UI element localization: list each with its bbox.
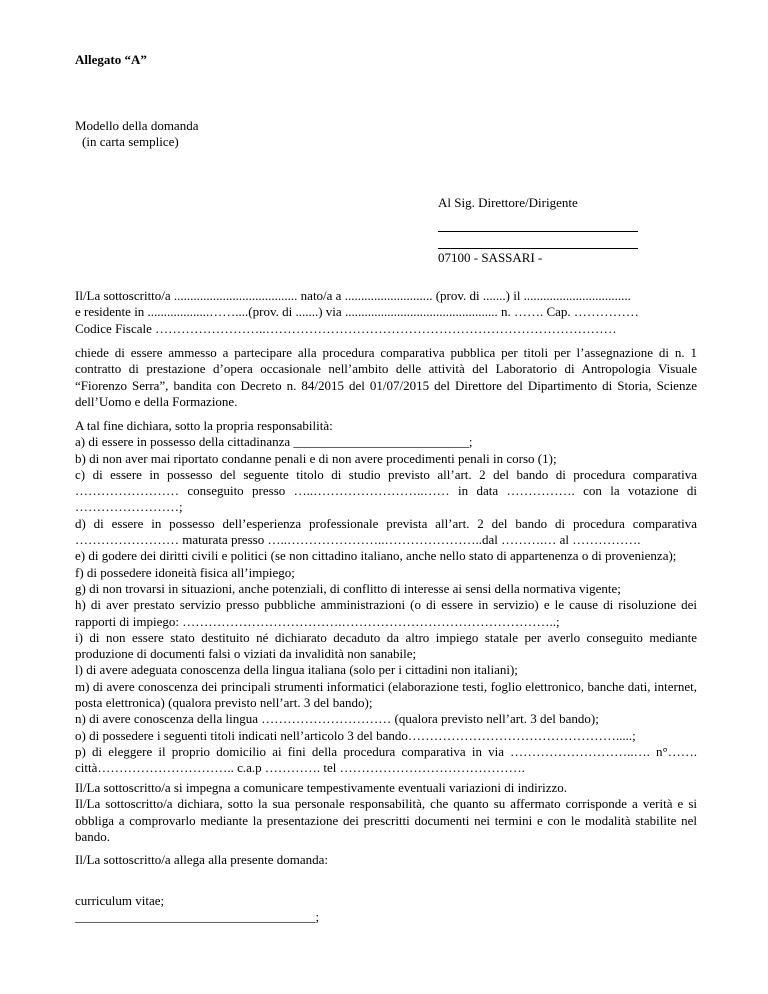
applicant-line: Codice Fiscale ……………………..……………………………………………………………………… (75, 320, 617, 336)
commitment-paragraph: Il/La sottoscritto/a si impegna a comunicare tempestivamente eventuali variazioni di indirizzo. (75, 780, 568, 795)
declaration-item: h) di aver prestato servizio presso pubbliche amministrazioni (o di essere in servizio) e le cause di risoluzione dei rapporti di impiego: ……………………………….…………………………………………..; (75, 597, 697, 629)
addressee-to: Al Sig. Direttore/Dirigente (438, 195, 578, 210)
declaration-item: a) di essere in possesso della cittadinanza ___________________________; (75, 434, 473, 450)
declaration-item: g) di non trovarsi in situazioni, anche potenziali, di conflitto di interesse ai sensi della normativa vigente; (75, 580, 621, 596)
commitments-block (75, 780, 697, 845)
declaration-item: l) di avere adeguata conoscenza della lingua italiana (solo per i cittadini non italiani); (75, 662, 518, 678)
model-subtitle: (in carta semplice) (82, 134, 179, 149)
declaration-item: i) di non essere stato destituito né dichiarato decaduto da altro impiego statale per averlo conseguito mediante produzione di documenti falsi o viziati da invalidità non sanabile; (75, 629, 697, 662)
declaration-item: d) di essere in possesso dell’esperienza professionale prevista all’art. 2 del bando di procedura comparativa …………………… maturata presso …..…………………..…………………..dal ……….… al ……………. (75, 515, 697, 548)
declaration-item: b) di non aver mai riportato condanne penali e di non avere procedimenti penali in corso (1); (75, 450, 557, 466)
declarations-intro: A tal fine dichiara, sotto la propria responsabilità: (75, 418, 333, 433)
declaration-item: p) di eleggere il proprio domicilio ai fini della procedura comparativa in via ………………………..…. n°……. città………………………….. c.a.p …………. tel ……………………………………. (75, 743, 697, 776)
attachment-item: curriculum vitae; (75, 893, 165, 908)
addressee-blank-line-1 (438, 217, 638, 232)
commitment-paragraph: Il/La sottoscritto/a dichiara, sotto la sua personale responsabilità, che quanto su affermato corrisponde a verità e si obbliga a comprovarlo mediante la presentazione dei prescritti documenti nei termini e con le modalità stabilite nel bando. (75, 796, 697, 844)
addressee-block (438, 195, 638, 267)
applicant-line: Il/La sottoscritto/a ...................................... nato/a a ........................... (prov. di .......) il ................................. (75, 288, 631, 303)
declaration-item: n) di avere conoscenza della lingua ………………………… (qualora previsto nell’art. 3 del bando); (75, 711, 599, 727)
model-title: Modello della domanda (75, 118, 199, 133)
declaration-item: f) di possedere idoneità fisica all’impiego; (75, 564, 295, 580)
declarations-block (75, 418, 697, 777)
request-paragraph: chiede di essere ammesso a partecipare alla procedura comparativa pubblica per titoli per l’assegnazione di n. 1 contratto di prestazione d’opera occasionale nell’ambito delle attività del Laboratorio di Antropologia Visuale “Fiorenzo Serra”, bandita con Decreto n. 84/2015 del 01/07/2015 del Direttore del Dipartimento di Storia, Scienze dell’Uomo e della Formazione. (75, 345, 697, 409)
declaration-item: m) di avere conoscenza dei principali strumenti informatici (elaborazione testi, foglio elettronico, banche dati, internet, posta elettronica) (qualora previsto nell’art. 3 del bando); (75, 678, 697, 711)
declaration-item: o) di possedere i seguenti titoli indicati nell’articolo 3 del bando………………………………………….....; (75, 727, 636, 743)
attachment-item: _____________________________________; (75, 909, 320, 924)
applicant-line: e residente in ...................……....(prov. di .......) via ............................................... n. ……. Cap. …………… (75, 304, 639, 320)
addressee-blank-line-2 (438, 234, 638, 249)
allegato-heading: Allegato “A” (75, 52, 147, 67)
declaration-item: e) di godere dei diritti civili e politici (se non cittadino italiano, anche nello stato di appartenenza o di provenienza); (75, 548, 677, 564)
applicant-block (75, 288, 697, 337)
attachments-intro: Il/La sottoscritto/a allega alla presente domanda: (75, 852, 329, 867)
addressee-city: 07100 - SASSARI - (438, 250, 543, 266)
declaration-item: c) di essere in possesso del seguente titolo di studio previsto all’art. 2 del bando di procedura comparativa …………………… conseguito presso …..……………………..…… in data ……………. con la votazione di ……………………; (75, 466, 697, 515)
